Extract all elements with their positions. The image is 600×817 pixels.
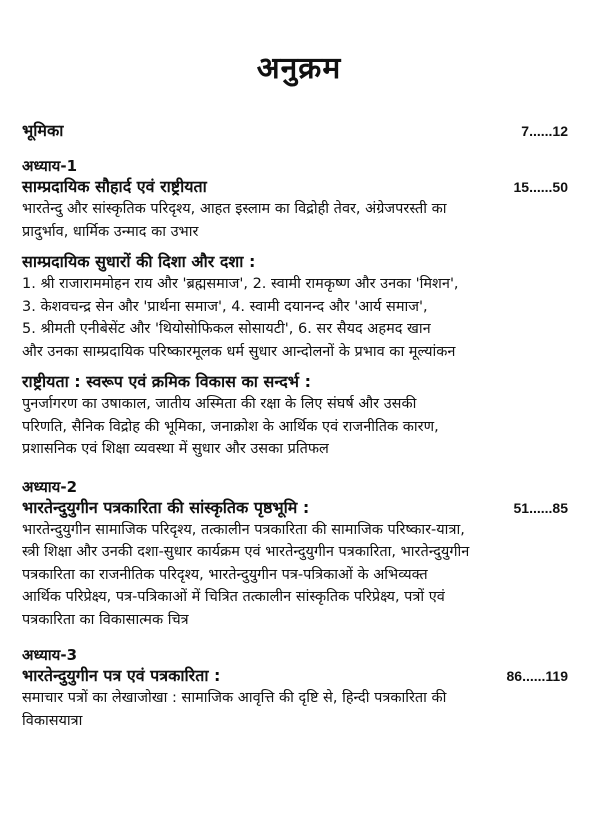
section-heading: साम्प्रदायिक सुधारों की दिशा और दशा :	[22, 252, 256, 271]
entry-pages: 15......50	[513, 179, 568, 195]
text-line: विकासयात्रा	[22, 712, 83, 729]
text-line: 5. श्रीमती एनीबेसेंट और 'थियोसोफिकल सोसायटी', 6. सर सैयद अहमद खान	[22, 321, 431, 337]
entry-label: भूमिका	[22, 121, 64, 140]
text-line: और उनका साम्प्रदायिक परिष्कारमूलक धर्म सुधार आन्दोलनों के प्रभाव का मूल्यांकन	[22, 343, 456, 360]
text-line: आर्थिक परिप्रेक्ष्य, पत्र-पत्रिकाओं में चित्रित तत्कालीन सांस्कृतिक परिप्रेक्ष्य, पत्रों एवं	[22, 589, 445, 605]
text-line: समाचार पत्रों का लेखाजोखा : सामाजिक आवृत्ति की दृष्टि से, हिन्दी पत्रकारिता की	[22, 690, 447, 706]
toc-entry-chapter-1	[22, 176, 576, 198]
entry-pages: 7......12	[521, 123, 568, 139]
text-line: 1. श्री राजाराममोहन राय और 'ब्रह्मसमाज', 2. स्वामी रामकृष्ण और उनका 'मिशन',	[22, 276, 459, 292]
text-line: भारतेन्दु और सांस्कृतिक परिदृश्य, आहत इस्लाम का विद्रोही तेवर, अंग्रेजपरस्ती का	[22, 201, 447, 217]
text-line: पत्रकारिता का राजनीतिक परिदृश्य, भारतेन्दुयुगीन पत्र-पत्रिकाओं के अभिव्यक्त	[22, 566, 428, 583]
chapter-heading: भारतेन्दुयुगीन पत्रकारिता की सांस्कृतिक पृष्ठभूमि :	[22, 497, 310, 517]
chapter-label-1: अध्याय-1	[22, 157, 78, 175]
chapter-label-2: अध्याय-2	[22, 477, 78, 496]
chapter-heading: साम्प्रदायिक सौहार्द एवं राष्ट्रीयता	[22, 177, 207, 196]
section-heading: राष्ट्रीयता : स्वरूप एवं क्रमिक विकास का सन्दर्भ :	[22, 372, 311, 391]
chapter-1-summary	[22, 198, 576, 243]
text-line: प्रादुर्भाव, धार्मिक उन्माद का उभार	[22, 223, 199, 240]
chapter-2-summary	[22, 519, 576, 632]
toc-entry-chapter-3	[22, 665, 576, 687]
text-line: 3. केशवचन्द्र सेन और 'प्रार्थना समाज', 4. स्वामी दयानन्द और 'आर्य समाज',	[22, 298, 428, 315]
chapter-heading: भारतेन्दुयुगीन पत्र एवं पत्रकारिता :	[22, 666, 221, 685]
toc-entry-chapter-2	[22, 497, 576, 519]
section-text	[22, 393, 576, 461]
text-line: भारतेन्दुयुगीन सामाजिक परिदृश्य, तत्कालीन पत्रकारिता की सामाजिक परिष्कार-यात्रा,	[22, 521, 465, 538]
entry-pages: 86......119	[506, 668, 568, 684]
entry-pages: 51......85	[513, 499, 568, 516]
text-line: स्त्री शिक्षा और उनकी दशा-सुधार कार्यक्रम एवं भारतेन्दुयुगीन पत्रकारिता, भारतेन्दुयुगीन	[22, 544, 470, 560]
text-line: परिणति, सैनिक विद्रोह की भूमिका, जनाक्रोश के आर्थिक एवं राजनीतिक कारण,	[22, 418, 439, 435]
chapter-3-summary	[22, 687, 576, 732]
page-title: अनुक्रम	[256, 51, 342, 86]
text-line: पुनर्जागरण का उषाकाल, जातीय अस्मिता की रक्षा के लिए संघर्ष और उसकी	[22, 396, 417, 412]
section-text	[22, 273, 576, 363]
text-line: प्रशासनिक एवं शिक्षा व्यवस्था में सुधार और उसका प्रतिफल	[22, 441, 329, 457]
chapter-label-3: अध्याय-3	[22, 646, 78, 664]
text-line: पत्रकारिता का विकासात्मक चित्र	[22, 611, 189, 628]
toc-entry-bhumika	[22, 120, 576, 142]
